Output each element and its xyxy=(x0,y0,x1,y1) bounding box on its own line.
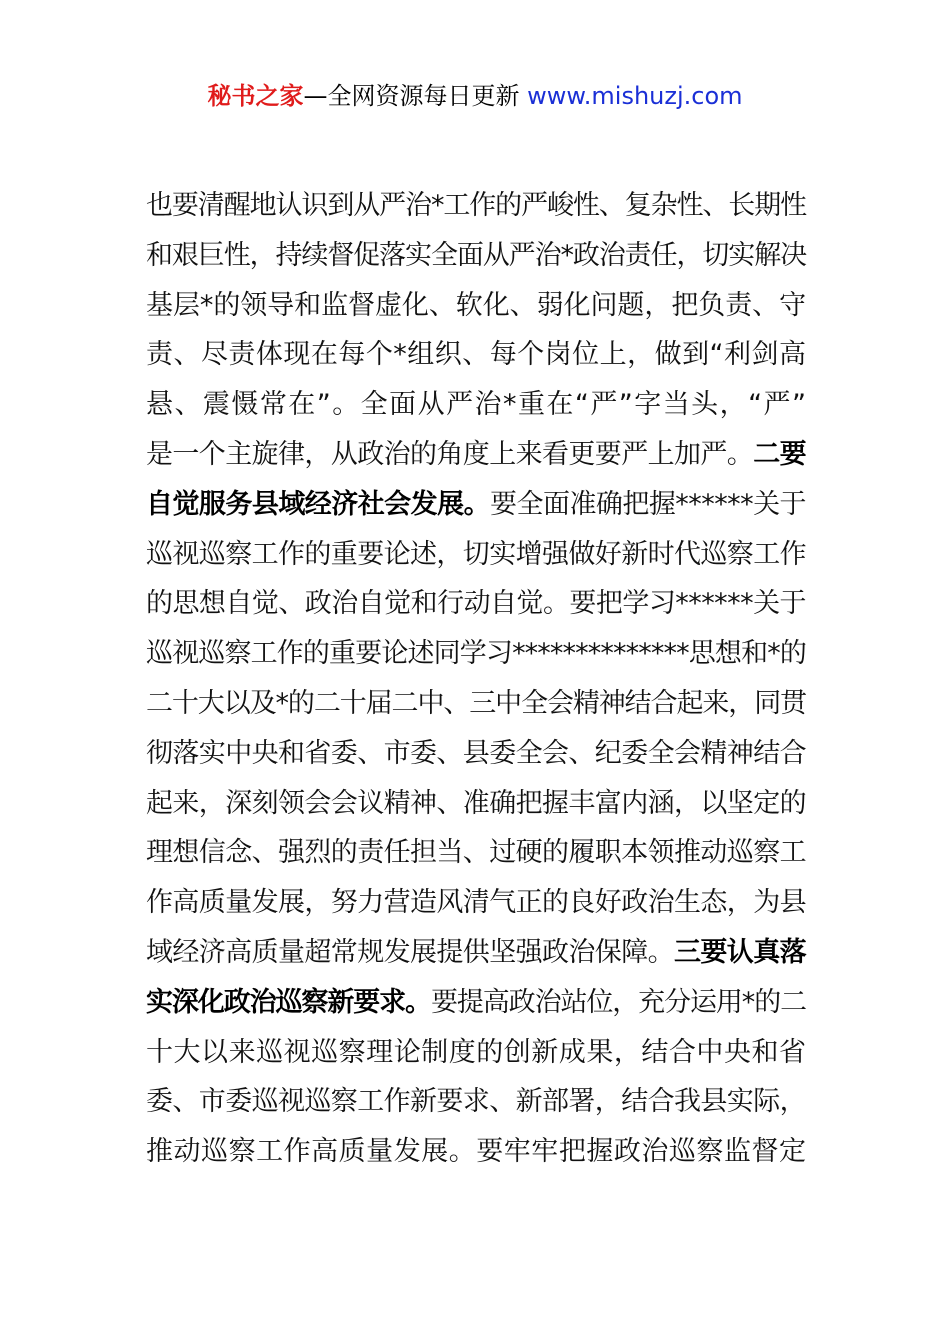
document-line xyxy=(146,430,806,480)
site-url-link[interactable]: www.mishuzj.com xyxy=(527,82,743,110)
text-segment: 推动巡察工作高质量发展。要牢牢把握政治巡察监督定 xyxy=(146,1136,806,1168)
document-line xyxy=(146,231,806,281)
document-body xyxy=(146,181,806,1177)
brand-name: 秘书之家 xyxy=(207,82,304,110)
document-line xyxy=(146,1028,806,1078)
document-line xyxy=(146,330,806,380)
header-tagline: —全网资源每日更新 xyxy=(303,82,528,110)
text-segment: 悬、震慑常在”。全面从严治*重在“严”字当头，“严” xyxy=(146,389,806,421)
text-segment: 的思想自觉、政治自觉和行动自觉。要把学习******关于 xyxy=(146,588,806,620)
document-line xyxy=(146,878,806,928)
text-segment: 起来，深刻领会会议精神、准确把握丰富内涵，以坚定的 xyxy=(146,787,806,819)
document-line xyxy=(146,629,806,679)
text-segment: 要提高政治站位，充分运用*的二 xyxy=(430,986,806,1018)
text-segment: 二十大以及*的二十届二中、三中全会精神结合起来，同贯 xyxy=(146,687,806,719)
text-segment: 巡视巡察工作的重要论述同学习**************思想和*的 xyxy=(146,638,806,670)
page-header xyxy=(0,78,950,114)
document-line xyxy=(146,1077,806,1127)
text-segment: 理想信念、强烈的责任担当、过硬的履职本领推动巡察工 xyxy=(146,837,806,869)
document-line xyxy=(146,281,806,331)
document-line xyxy=(146,480,806,530)
document-line xyxy=(146,380,806,430)
document-line xyxy=(146,729,806,779)
text-segment: 十大以来巡视巡察理论制度的创新成果，结合中央和省 xyxy=(146,1036,806,1068)
document-line xyxy=(146,928,806,978)
document-line xyxy=(146,679,806,729)
text-segment: 基层*的领导和监督虚化、软化、弱化问题，把负责、守 xyxy=(146,289,806,321)
document-line xyxy=(146,828,806,878)
bold-text-segment: 自觉服务县域经济社会发展。 xyxy=(146,488,491,520)
text-segment: 域经济高质量超常规发展提供坚强政治保障。 xyxy=(146,936,674,968)
text-segment: 和艰巨性，持续督促落实全面从严治*政治责任，切实解决 xyxy=(146,239,806,271)
text-segment: 巡视巡察工作的重要论述，切实增强做好新时代巡察工作 xyxy=(146,538,806,570)
text-segment: 也要清醒地认识到从严治*工作的严峻性、复杂性、长期性 xyxy=(146,190,806,221)
text-segment: 作高质量发展，努力营造风清气正的良好政治生态，为县 xyxy=(146,887,806,919)
document-line xyxy=(146,779,806,829)
document-line xyxy=(146,181,806,231)
bold-text-segment: 二要 xyxy=(753,438,807,470)
text-segment: 委、市委巡视巡察工作新要求、新部署，结合我县实际， xyxy=(146,1086,806,1118)
document-line xyxy=(146,978,806,1028)
text-segment: 要全面准确把握******关于 xyxy=(490,488,807,520)
text-segment: 彻落实中央和省委、市委、县委全会、纪委全会精神结合 xyxy=(146,737,806,769)
bold-text-segment: 三要认真落 xyxy=(674,936,806,968)
text-segment: 是一个主旋律，从政治的角度上来看更要严上加严。 xyxy=(146,438,754,470)
document-line xyxy=(146,530,806,580)
document-line xyxy=(146,579,806,629)
text-segment: 责、尽责体现在每个*组织、每个岗位上，做到“利剑高 xyxy=(146,339,806,371)
document-line xyxy=(146,1127,806,1177)
bold-text-segment: 实深化政治巡察新要求。 xyxy=(146,986,431,1018)
